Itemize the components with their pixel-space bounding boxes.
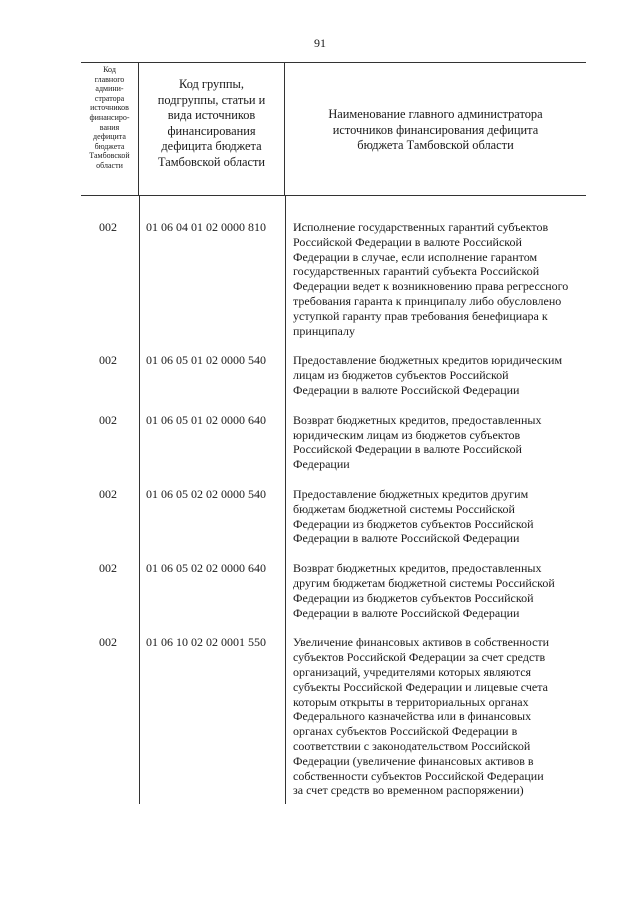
cell-admin-code: 002 [99,412,117,427]
table-row [81,478,586,552]
table-header [81,62,586,196]
header-group-code: Код группы, подгруппы, статьи и вида источников финансирования дефицита бюджета Тамбовской области [139,63,285,195]
cell-group-code: 01 06 04 01 02 0000 810 [146,220,266,234]
cell-admin-code: 002 [99,353,117,368]
cell-name: Предоставление бюджетных кредитов юридическим лицам из бюджетов субъектов Российской Федерации в валюте Российской Федерации [293,353,563,397]
table-body [81,196,586,804]
table-row [81,552,586,626]
cell-group-code: 01 06 05 02 02 0000 540 [146,486,266,501]
cell-admin-code: 002 [99,635,117,650]
cell-group-code: 01 06 05 01 02 0000 540 [146,353,266,368]
cell-admin-code: 002 [99,486,117,501]
sources-table [81,62,586,804]
header-admin-code: Код главного админи- стратора источников финансиро- вания дефицита бюджета Тамбовской области [81,63,139,195]
cell-group-code: 01 06 10 02 02 0001 550 [146,635,266,650]
cell-group-code: 01 06 05 02 02 0000 640 [146,561,266,576]
header-name: Наименование главного администратора источников финансирования дефицита бюджета Тамбовской области [328,107,543,153]
table-row [81,344,586,403]
cell-group-code: 01 06 05 01 02 0000 640 [146,412,266,427]
cell-name: Увеличение финансовых активов в собственности субъектов Российской Федерации за счет средств организаций, учредителями которых являются субъекты Российской Федерации и лицевые счета которым открыты в территориальных органах Федерального казначейства или в финансовых органах субъектов Российской Федерации в соответствии с законодательством Российской Федерации (увеличение финансовых активов в собственности субъектов Российской Федерации за счет средств во временном распоряжении) [293,635,550,798]
cell-name: Исполнение государственных гарантий субъектов Российской Федерации в валюте Российской Федерации в случае, если исполнение гарантом государственных гарантий субъекта Российской Федерации ведет к возникновению права регрессного требования гаранта к принципалу либо обусловлено уступкой гаранту прав требования бенефициара к принципалу [293,220,569,338]
cell-admin-code: 002 [99,561,117,576]
cell-name: Предоставление бюджетных кредитов другим бюджетам бюджетной системы Российской Федерации из бюджетов субъектов Российской Федерации в валюте Российской Федерации [293,486,534,546]
cell-name: Возврат бюджетных кредитов, предоставленных юридическим лицам из бюджетов субъектов Российской Федерации в валюте Российской Федерации [293,412,542,472]
page-number: 91 [314,36,326,50]
cell-admin-code: 002 [99,220,117,234]
cell-name: Возврат бюджетных кредитов, предоставленных другим бюджетам бюджетной системы Российской Федерации из бюджетов субъектов Российской Федерации в валюте Российской Федерации [293,561,555,620]
table-row [81,196,586,344]
table-row [81,404,586,478]
table-row [81,626,586,804]
